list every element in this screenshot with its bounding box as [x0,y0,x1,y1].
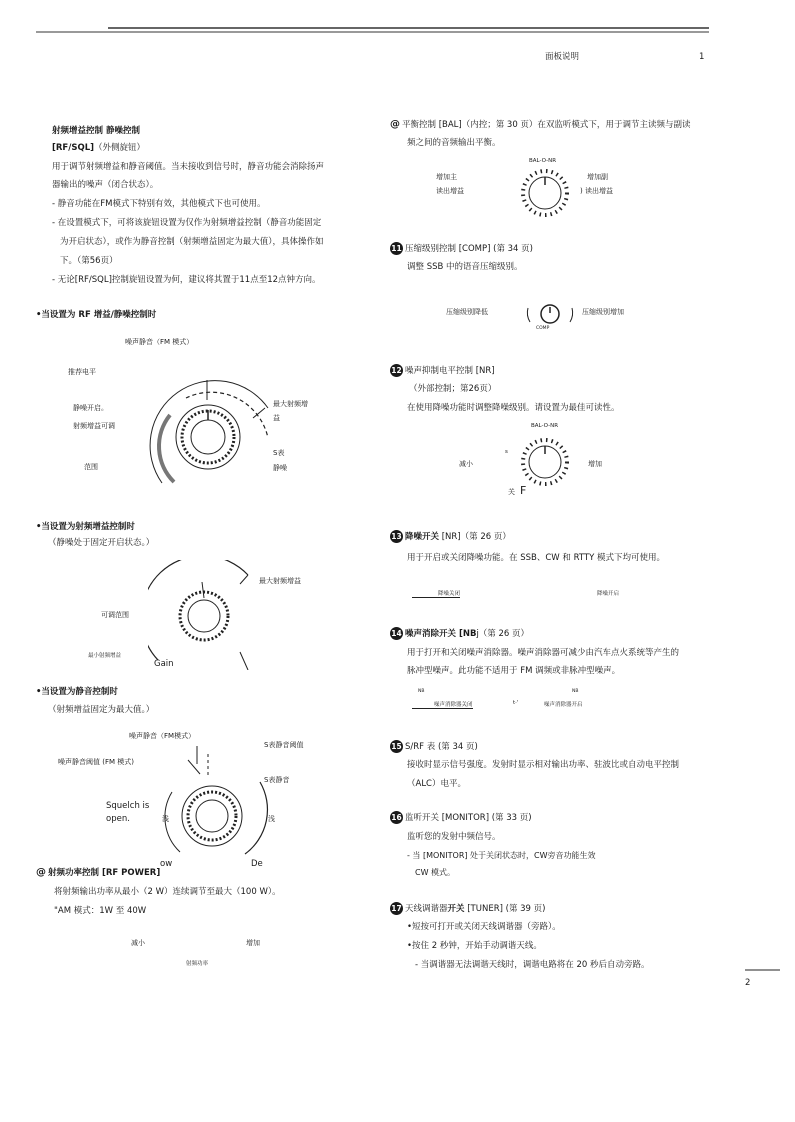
nb-switch-mark: t·' [513,700,519,706]
header-page-label: 1 [699,52,705,62]
fig2-min-rf: 最小射频增益 [88,653,122,659]
fig1-s-1: S表 [273,449,285,457]
footer-rule [745,968,780,972]
tuner-item-3: - 当调谐器无法调谐天线时，调谐电路将在 20 秒后自动旁路。 [415,960,650,970]
number-icon: 13 [391,532,402,541]
bal-left-2: 读出增益 [436,187,464,195]
nr-switch-on: 降噪开启 [597,591,620,597]
fig2-title: •当设置为射频增益控制时 [36,522,135,532]
meter-desc-1: 接收时显示信号强度。发射时显示相对输出功率、驻波比或自动电平控制 [407,760,680,770]
comp-knob [522,302,578,332]
fig2-adjustable: 可调范围 [101,611,129,619]
knob-icon [523,440,567,484]
fig2-max-rf: 最大射频增益 [259,577,301,585]
number-icon: 16 [391,813,402,822]
meter-desc-2: （ALC）电平。 [407,779,466,789]
header-section: 面板说明 [545,52,580,62]
meter-heading-line [390,740,478,753]
tuner-heading-b: 开关 [447,904,465,914]
fig3-note: （射频增益固定为最大值。） [48,705,155,715]
rf-sql-bullet-2: - 在设置模式下，可将该旋钮设置为仅作为射频增益控制（静音功能固定 [52,218,322,228]
fig3-squelch-open: Squelch is open. [106,801,150,824]
nb-switch-desc-1: 用于打开和关闭噪声消除器。噪声消除器可减少由汽车点火系统等产生的 [407,648,680,658]
fig3-de-fragment: De [251,859,263,869]
tuner-item-2: •按住 2 秒钟，开始手动调谐天线。 [407,941,542,951]
meter-heading: S/RF 表 [405,742,436,752]
comp-knob-label: COMP [536,326,550,331]
rf-sql-heading: 射频增益控制 静噪控制 [52,126,140,136]
fig3-s-squelch: S表静音 [264,776,290,784]
nb-switch-heading: 噪声消除开关 [NB [405,629,477,639]
fig1-s-2: 静噪 [273,464,287,472]
monitor-heading-line [390,811,532,824]
rf-power-heading-line [36,867,160,879]
rf-sql-desc-1: 用于调节射频增益和静音阈值。当未接收到信号时，静音功能会消除扬声 [52,162,325,172]
knob-icon [148,560,248,670]
tuner-tag: [TUNER] [467,904,503,914]
tuner-heading-a: 天线调谐器 [405,904,448,914]
rf-power-note: "AM 模式：1W 至 40W [54,906,147,916]
monitor-page: (第 33 页) [491,813,532,823]
nr-knob [515,430,575,490]
at-icon: @ [36,867,46,878]
meter-page: (第 34 页) [437,742,478,752]
bal-right-2-line: ) 读出增益 [580,187,613,195]
nr-increase: 增加 [588,460,602,468]
header-rules [0,0,795,40]
knob-icon [523,171,567,215]
fig1-rf-adjust: 射频增益可调 [73,422,115,430]
comp-desc: 调整 SSB 中的语音压缩级别。 [407,262,523,272]
rf-power-increase: 增加 [246,939,260,947]
nr-s-mark: s [505,449,508,455]
nr-switch-desc: 用于开启或关闭降噪功能。在 SSB、CW 和 RTTY 模式下均可使用。 [407,553,665,563]
nr-level-heading: 噪声抑制电平控制 [NR] [405,366,495,376]
comp-heading: 压缩级别控制 [COMP] [405,244,491,254]
fig2-gain-fragment: Gain [154,659,174,669]
monitor-note-1: - 当 [MONITOR] 处于关闭状态时，CW旁音功能生效 [407,851,596,860]
rf-sql-key-note: （外侧旋钮） [94,143,146,153]
tuner-heading-line [390,902,545,915]
nb-switch-on: 噪声消除器开启 [544,702,583,708]
rf-power-label: 射频功率 [186,961,209,967]
fig1-fm-label: 噪声静音（FM 模式） [125,338,194,346]
nr-level-heading-line [390,364,495,377]
bal-knob [515,163,575,223]
fig1-knob-diagram [140,360,280,510]
footer-page-number: 2 [745,978,751,988]
fig1-range: 范围 [84,463,98,471]
bal-heading: 平衡控制 [BAL]（内控；第 30 页）在双监听模式下，用于调节主读频与副读 [402,120,691,130]
fig2-knob-diagram [148,560,260,670]
nr-level-desc: 在使用降噪功能时调整降噪级别。请设置为最佳可读性。 [407,403,620,413]
number-icon: 12 [391,366,402,375]
nr-switch-heading-line [390,530,511,543]
rf-power-desc: 将射频输出功率从最小（2 W）连续调节至最大（100 W）。 [54,887,281,897]
fig3-knob-diagram [150,742,270,864]
nr-level-sub: （外部控制；第26页） [409,384,497,394]
fig3-fm-threshold: 噪声静音阈值 (FM 模式) [58,758,134,766]
comp-heading-line [390,242,533,255]
rf-sql-bullet-3: - 无论[RF/SQL]控制旋钮设置为何，建议将其置于11点至12点钟方向。 [52,275,321,285]
fig1-squelch-open: 静噪开启。 [73,404,108,412]
bal-left-1: 增加主 [436,173,457,181]
knob-icon [150,380,268,483]
nr-knob-label: BAL-O-NR [531,423,559,429]
knob-icon [527,305,572,323]
nb-switch-off: 噪声消除器关闭 [412,700,473,709]
fig2-note: （静噪处于固定开启状态。） [48,538,155,548]
nb-mark-left: NB [418,689,425,694]
fig3-title: •当设置为静音控制时 [36,687,118,697]
number-icon: 17 [391,904,402,913]
rf-sql-bullet-2c: 下。（第56页） [60,256,118,266]
comp-lower: 压缩级别降低 [446,308,488,316]
rf-power-heading: 射频功率控制 [RF POWER] [48,868,161,878]
fig3-shallow-left: 浅 [162,815,169,823]
nr-switch-tag: [NR]（第 26 页） [441,532,511,542]
fig1-max-rf-1: 最大射频增 [273,400,308,408]
tuner-page: (第 39 页) [505,904,546,914]
bal-heading-2: 频之间的音频输出平衡。 [407,138,501,148]
comp-higher: 压缩级别增加 [582,308,624,316]
rf-power-decrease: 减小 [131,939,145,947]
nb-switch-tag: j（第 26 页） [476,629,530,639]
fig3-low-fragment: ow [160,859,173,869]
nr-switch-heading: 降噪开关 [405,532,440,542]
bal-right-2: 读出增益 [584,187,613,195]
knob-icon [165,746,268,854]
rf-sql-desc-2: 器输出的噪声（闭合状态）。 [52,180,159,190]
rf-sql-bullet-2b: 为开启状态），或作为静音控制（射频增益固定为最大值），具体操作如 [60,237,324,247]
bal-knob-label: BAL-O-NR [529,158,557,164]
fig3-fm-label: 噪声静音（FM模式） [129,732,196,740]
fig3-shallow-right: 浅 [268,815,275,823]
number-icon: 11 [391,244,402,253]
comp-page: (第 34 页) [493,244,533,254]
fig3-s-threshold: S表静音阈值 [264,741,304,749]
nr-off-label: 关 [508,488,515,496]
number-icon: 15 [391,742,402,751]
nr-decrease: 减小 [459,460,473,468]
monitor-heading: 监听开关 [MONITOR] [405,813,490,823]
fig1-recommend: 推荐电平 [68,368,96,376]
fig1-max-rf-2: 益 [273,414,280,422]
nb-mark-right: NB [572,689,579,694]
nr-switch-off: 降噪关闭 [412,589,460,598]
nr-f-mark: F [520,484,527,497]
nb-switch-heading-line [390,627,529,640]
rf-sql-key: [RF/SQL] [52,143,94,153]
fig1-title: •当设置为 RF 增益/静噪控制时 [36,310,157,320]
bal-heading-line [390,119,690,131]
monitor-note-2: CW 模式。 [415,868,456,877]
monitor-desc: 监听您的发射中频信号。 [407,832,501,842]
number-icon: 14 [391,629,402,638]
tuner-item-1: •短按可打开或关闭天线调谐器（旁路）。 [407,922,561,932]
rf-sql-bullet-1: - 静音功能在FM模式下特别有效，其他模式下也可使用。 [52,199,266,209]
rf-sql-key-line [52,142,145,154]
bal-right-1: 增加副 [587,173,608,181]
nb-switch-desc-2: 脉冲型噪声。此功能不适用于 FM 调频或非脉冲型噪声。 [407,666,621,676]
at-icon: @ [390,119,400,130]
